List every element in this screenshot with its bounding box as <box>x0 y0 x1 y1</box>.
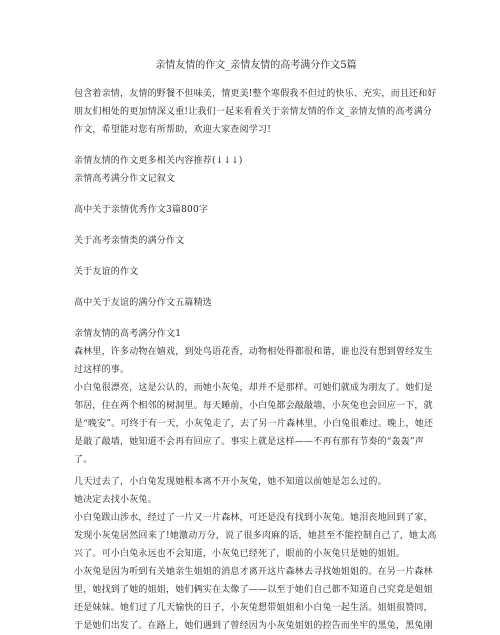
recommend-heading: 亲情友情的作文更多相关内容推荐(↓↓↓) <box>74 156 243 166</box>
related-link[interactable]: 关于友谊的作文 <box>74 267 139 277</box>
essay-paragraph <box>74 343 438 379</box>
text-line: 还是妹妹。她们过了几天愉快的日子，小灰兔想带姐姐和小白兔一起生活。姐姐很赞同， <box>74 603 433 613</box>
intro-paragraph <box>74 85 438 139</box>
text-line: 包含着亲情，友情的野餐不但味美，情更美!整个寒假我不但过的快乐、充实，而且还和好 <box>74 89 437 99</box>
text-line: 发现小灰兔居然回来了!她激动万分，说了很多肉麻的话，她甚至不能控制自己了，她太高 <box>74 531 437 541</box>
text-line: 是敲了敲墙，她知道不会再有回应了。事实上就是这样——不再有那有节奏的“轰轰”声了。 <box>74 437 425 465</box>
text-line: 里，她找到了她的姐姐，她们俩实在太像了——以至于她们自己都不知道自己究竟是姐姐 <box>74 585 433 595</box>
text-line: 作文，希望能对您有所帮助，欢迎大家查阅学习! <box>74 125 272 135</box>
text-line: 森林里，许多动物在嬉戏，到处鸟语花香，动物相处得都很和谐，谁也没有想到曾经发生 <box>74 347 433 357</box>
text-line: 是“晚安”。可终于有一天，小灰兔走了，去了另一片森林里，小白兔很难过。晚上，她还 <box>74 419 434 429</box>
text-line: 几天过去了，小白兔发现她根本离不开小灰兔，她不知道以前她是怎么过的。 <box>74 477 387 487</box>
essay-paragraph <box>74 379 438 469</box>
text-line: 邻居，住在两个相邻的树洞里。每天睡前，小白兔都会敲敲墙，小灰兔也会回应一下，就 <box>74 401 433 411</box>
text-line: 小灰兔是因为听到有关她亲生姐姐的消息才离开这片森林去寻找她姐姐的。在另一片森林 <box>74 567 433 577</box>
related-link[interactable]: 高中关于亲情优秀作文3篇800字 <box>74 205 209 215</box>
document-title: 亲情友情的作文_亲情友情的高考满分作文5篇 <box>155 60 357 71</box>
text-line: 过这样的事。 <box>74 365 130 375</box>
related-link[interactable]: 关于高考亲情类的满分作文 <box>74 236 185 246</box>
text-line: 朋友们相处的更加情深义重!让我们一起来看看关于亲情友情的作文_亲情友情的高考满分 <box>74 107 433 117</box>
related-link[interactable]: 高中关于友谊的满分作文五篇精选 <box>74 298 213 308</box>
essay-paragraph <box>74 473 438 509</box>
text-line: 小白兔跋山涉水，经过了一片又一片森林，可还是没有找到小灰兔。她泪丧地回到了家， <box>74 513 433 523</box>
text-line: 小白兔很漂亮，这是公认的，而她小灰兔，却并不是那样。可她们就成为朋友了。她们是 <box>74 383 433 393</box>
text-line: 于是她们出发了。在路上，她们遇到了曾经因为小灰兔姐姐的控告而坐牢的黑兔，黑兔刚 <box>74 621 433 631</box>
essay-title: 亲情友情的高考满分作文1 <box>74 329 182 339</box>
essay-paragraph <box>74 509 438 563</box>
essay-paragraph <box>74 563 438 635</box>
related-link[interactable]: 亲情高考满分作文记叙文 <box>74 174 176 184</box>
text-line: 兴了。可小白兔永远也不会知道，小灰兔已经死了，眼前的小灰兔只是她的姐姐。 <box>74 549 406 559</box>
text-line: 她决定去找小灰兔。 <box>74 495 157 505</box>
